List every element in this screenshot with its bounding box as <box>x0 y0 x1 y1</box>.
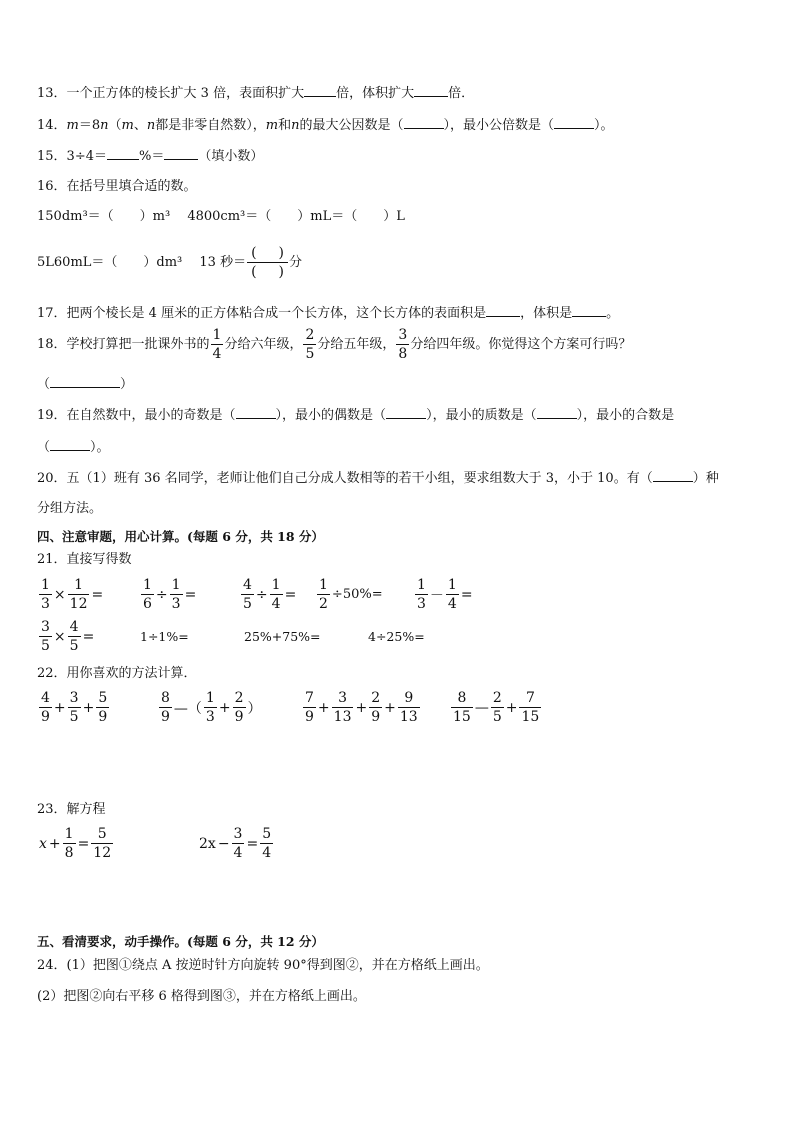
fraction <box>211 328 224 361</box>
paren: ) <box>278 245 285 261</box>
paren: （ <box>37 377 51 392</box>
q20-text: 20．五（1）班有 36 名同学，老师让他们自己分成人数相等的若干小组，要求组数大于 3，小于 10。有（ <box>37 471 653 486</box>
numerator: 2 <box>492 690 502 706</box>
question-18-answer <box>37 374 133 394</box>
q21-expr-8: 25%+75%= <box>244 629 321 644</box>
numerator: 2 <box>234 690 244 706</box>
q16-text: 5L60mL＝（ ）dm³ 13 秒＝ <box>37 254 247 270</box>
var-n: n <box>100 118 109 133</box>
q14-text: 和 <box>278 118 292 133</box>
var-m: m <box>121 118 134 133</box>
operator: ÷50%= <box>331 587 383 602</box>
question-17 <box>37 303 619 323</box>
q20-text: ）种 <box>692 471 719 486</box>
var-n: n <box>291 118 300 133</box>
fraction <box>270 578 283 611</box>
denominator: 9 <box>98 709 108 725</box>
question-20-cont: 分组方法。 <box>37 501 103 516</box>
fraction <box>260 827 273 860</box>
fraction <box>519 691 541 724</box>
q14-text: 的最大公因数是（ <box>299 118 404 133</box>
question-18 <box>37 328 631 361</box>
numerator: 1 <box>64 826 74 842</box>
question-16-row2 <box>37 246 302 279</box>
answer-blank[interactable] <box>236 405 276 419</box>
numerator: 3 <box>41 619 50 635</box>
question-21-title: 21．直接写得数 <box>37 552 132 567</box>
question-16-title: 16．在括号里填合适的数。 <box>37 179 197 194</box>
denominator: 12 <box>93 845 112 861</box>
numerator: 5 <box>262 826 272 842</box>
fraction <box>68 620 81 653</box>
answer-blank[interactable] <box>304 83 336 97</box>
question-19 <box>37 405 674 425</box>
q21-expr-5 <box>414 578 474 611</box>
question-24-part-2: (2）把图②向右平移 6 格得到图③，并在方格纸上画出。 <box>37 989 366 1004</box>
numerator: 4 <box>69 619 79 635</box>
denominator: 3 <box>417 596 426 612</box>
numerator: 3 <box>338 690 348 706</box>
q19-text: 19．在自然数中，最小的奇数是（ <box>37 408 236 423</box>
numerator: 7 <box>305 690 314 706</box>
question-19-cont <box>37 437 110 457</box>
question-23-title: 23．解方程 <box>37 802 106 817</box>
q14-text: ），最小公倍数是（ <box>443 118 555 133</box>
question-13 <box>37 83 474 103</box>
fraction <box>68 578 90 611</box>
fraction <box>415 578 428 611</box>
operator: － <box>429 587 444 604</box>
paren: ） <box>120 377 134 392</box>
answer-blank[interactable] <box>554 115 594 129</box>
numerator: 1 <box>212 327 222 343</box>
var-m: m <box>66 118 79 133</box>
q15-text: （填小数） <box>198 149 264 164</box>
q21-expr-1 <box>38 578 104 611</box>
denominator: 4 <box>447 596 457 612</box>
fraction <box>39 620 52 653</box>
q19-text: ），最小的质数是（ <box>426 408 537 423</box>
denominator: 9 <box>305 709 314 725</box>
question-24-part-1: 24．(1）把图①绕点 A 按逆时针方向旋转 90°得到图②，并在方格纸上画出。 <box>37 958 489 973</box>
q19-text: ）。 <box>90 440 110 455</box>
fraction <box>170 578 183 611</box>
paren: ） <box>247 700 262 717</box>
q17-text: 。 <box>606 306 620 321</box>
numerator: 4 <box>41 690 50 706</box>
denominator: 3 <box>41 596 50 612</box>
equals: = <box>82 628 95 645</box>
question-14 <box>37 115 614 135</box>
q22-expr-2 <box>158 691 263 724</box>
operator: + <box>384 699 396 716</box>
fraction <box>451 691 473 724</box>
answer-blank[interactable] <box>50 437 90 451</box>
numerator: 3 <box>398 327 408 343</box>
equals: = <box>91 586 104 603</box>
answer-blank[interactable] <box>572 303 606 317</box>
operator: − <box>217 835 230 852</box>
q18-text: 分给四年级。你觉得这个方案可行吗？ <box>410 336 632 352</box>
term: 2x <box>199 835 216 852</box>
denominator: 15 <box>453 709 471 725</box>
fraction <box>96 691 109 724</box>
denominator: 9 <box>371 709 381 725</box>
q14-text: （ <box>108 118 122 133</box>
denominator: 9 <box>161 709 170 725</box>
fraction <box>446 578 459 611</box>
q23-equation-1 <box>38 827 114 860</box>
var-x: x <box>39 835 47 852</box>
fraction <box>241 578 254 611</box>
operator: — <box>474 699 489 716</box>
q14-text: 、 <box>133 118 147 133</box>
equals: = <box>77 835 90 852</box>
q15-text: 15．3÷4＝ <box>37 149 107 164</box>
answer-blank[interactable] <box>486 303 520 317</box>
operator: + <box>355 699 368 716</box>
operator: —（ <box>173 700 202 717</box>
question-15 <box>37 146 263 166</box>
denominator: 5 <box>305 346 315 362</box>
denominator: 3 <box>205 709 215 725</box>
fraction <box>317 578 330 611</box>
numerator: 1 <box>171 577 181 593</box>
answer-blank[interactable] <box>386 405 426 419</box>
denominator: 5 <box>492 709 502 725</box>
q21-expr-6 <box>38 620 95 653</box>
fraction <box>68 691 81 724</box>
operator: + <box>218 699 231 716</box>
var-n: n <box>146 118 156 133</box>
equals: = <box>284 586 297 603</box>
question-22-title: 22．用你喜欢的方法计算． <box>37 666 197 681</box>
numerator: 1 <box>319 577 328 593</box>
operator: × <box>53 586 66 603</box>
fraction <box>303 328 316 361</box>
answer-blank[interactable] <box>107 146 139 160</box>
denominator: 9 <box>41 709 50 725</box>
numerator: 4 <box>243 577 252 593</box>
paren: ( <box>251 264 257 280</box>
denominator: 3 <box>171 596 181 612</box>
q15-text: %＝ <box>138 149 165 164</box>
q13-text: 倍，体积扩大 <box>336 86 415 101</box>
q14-text: 14． <box>37 118 67 133</box>
fraction <box>396 328 409 361</box>
q13-text: 13．一个正方体的棱长扩大 3 倍，表面积扩大 <box>37 86 305 101</box>
fraction <box>398 691 420 724</box>
numerator: 1 <box>417 577 426 593</box>
equals: = <box>460 586 473 603</box>
answer-blank[interactable] <box>653 468 693 482</box>
denominator: 15 <box>521 709 540 725</box>
numerator: 2 <box>305 327 315 343</box>
q21-expr-3 <box>240 578 297 611</box>
numerator: 7 <box>525 690 535 706</box>
q23-equation-2 <box>198 827 274 860</box>
numerator: 8 <box>457 690 467 706</box>
q18-text: 18．学校打算把一批课外书的 <box>37 336 210 352</box>
equals: = <box>246 835 259 852</box>
denominator: 9 <box>234 709 244 725</box>
q22-expr-4 <box>450 691 542 724</box>
denominator: 12 <box>69 596 88 612</box>
fraction <box>39 691 52 724</box>
denominator: 13 <box>333 709 352 725</box>
denominator: 4 <box>262 845 272 861</box>
denominator: 4 <box>212 346 222 362</box>
operator: + <box>53 699 66 716</box>
numerator: 8 <box>161 690 170 706</box>
fraction <box>63 827 76 860</box>
numerator: 5 <box>97 826 107 842</box>
fraction <box>332 691 354 724</box>
numerator: 1 <box>205 690 215 706</box>
operator: × <box>53 628 66 645</box>
paren: ) <box>278 264 285 280</box>
operator: + <box>505 699 518 716</box>
denominator: 4 <box>233 845 243 861</box>
fraction <box>39 578 52 611</box>
q17-text: 17．把两个棱长是 4 厘米的正方体粘合成一个长方体，这个长方体的表面积是 <box>37 306 487 321</box>
paren: ( <box>251 245 257 261</box>
q14-text: ＝8 <box>78 118 101 133</box>
operator: + <box>317 699 330 716</box>
q21-expr-9: 4÷25%= <box>368 629 425 644</box>
q18-text: 分给六年级， <box>224 336 303 352</box>
denominator: 5 <box>41 638 50 654</box>
fraction <box>491 691 504 724</box>
fraction <box>233 691 246 724</box>
denominator: 13 <box>399 709 418 725</box>
answer-blank[interactable] <box>164 146 198 160</box>
answer-blank[interactable] <box>537 405 577 419</box>
q14-text: ）。 <box>594 118 614 133</box>
fraction <box>159 691 172 724</box>
q17-text: ，体积是 <box>520 306 573 321</box>
question-20 <box>37 468 719 488</box>
operator: ÷ <box>255 586 268 603</box>
fraction <box>204 691 217 724</box>
var-m: m <box>265 118 279 133</box>
section-5-heading: 五、看清要求，动手操作。(每题 6 分，共 12 分） <box>37 934 324 949</box>
answer-blank[interactable] <box>414 83 448 97</box>
operator: + <box>48 835 61 852</box>
denominator: 4 <box>271 596 281 612</box>
q13-text: 倍． <box>448 86 475 101</box>
blank-fraction[interactable] <box>247 246 288 279</box>
numerator: 1 <box>143 577 152 593</box>
numerator: 1 <box>271 577 281 593</box>
q16-unit: 分 <box>289 254 303 270</box>
numerator: 5 <box>98 690 108 706</box>
numerator: 1 <box>447 577 457 593</box>
operator: ÷ <box>155 586 168 603</box>
denominator: 5 <box>69 709 79 725</box>
denominator: 5 <box>69 638 79 654</box>
denominator: 5 <box>243 596 252 612</box>
section-4-heading: 四、注意审题，用心计算。(每题 6 分，共 18 分） <box>37 529 324 544</box>
paren: （ <box>37 440 51 455</box>
numerator: 3 <box>233 826 243 842</box>
fraction <box>369 691 382 724</box>
fraction <box>232 827 245 860</box>
numerator: 1 <box>74 577 84 593</box>
equals: = <box>184 586 197 603</box>
q14-text: 都是非零自然数）， <box>155 118 266 133</box>
denominator: 2 <box>319 596 328 612</box>
denominator: 8 <box>398 346 408 362</box>
denominator: 8 <box>64 845 74 861</box>
numerator: 9 <box>404 690 414 706</box>
fraction <box>91 827 113 860</box>
denominator: 6 <box>143 596 152 612</box>
operator: + <box>82 699 95 716</box>
q21-expr-2 <box>140 578 197 611</box>
q18-text: 分给五年级， <box>317 336 396 352</box>
q22-expr-3 <box>302 691 421 724</box>
q22-expr-1 <box>38 691 110 724</box>
answer-blank[interactable] <box>404 115 444 129</box>
fraction <box>141 578 154 611</box>
numerator: 1 <box>41 577 50 593</box>
answer-blank[interactable] <box>50 374 120 388</box>
fraction <box>303 691 316 724</box>
q19-text: ），最小的偶数是（ <box>275 408 387 423</box>
q21-expr-4 <box>316 578 384 611</box>
q19-text: ），最小的合数是 <box>576 408 675 423</box>
numerator: 3 <box>69 690 79 706</box>
question-16-row1: 150dm³＝（ ）m³ 4800cm³＝（ ）mL＝（ ）L <box>37 209 405 224</box>
numerator: 2 <box>371 690 381 706</box>
q21-expr-7: 1÷1%= <box>140 629 189 644</box>
